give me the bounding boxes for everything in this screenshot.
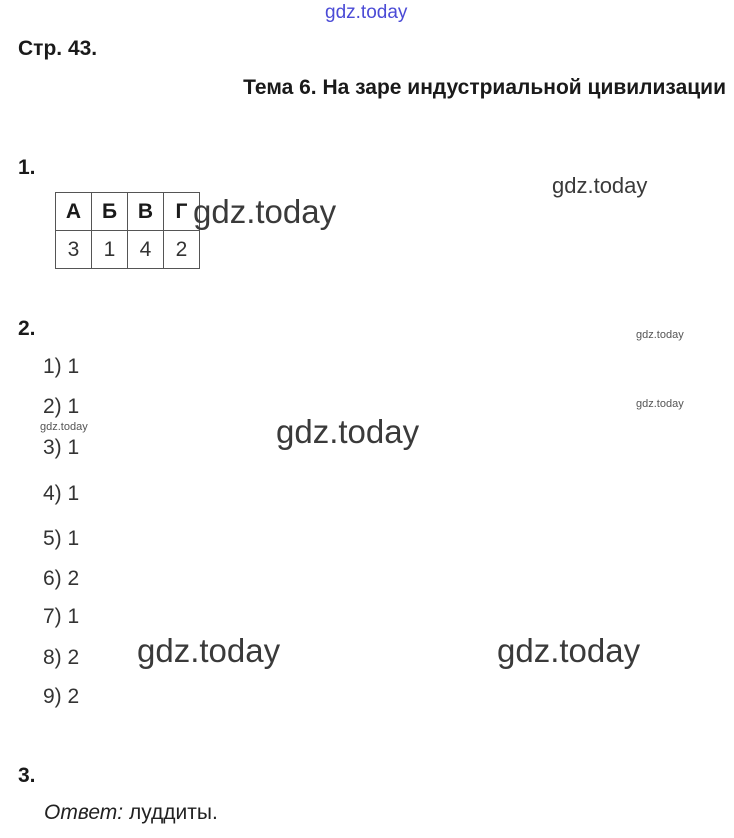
watermark: gdz.today <box>137 632 281 669</box>
task-1-number: 1. <box>18 156 36 179</box>
table-header-cell: Г <box>164 193 200 231</box>
watermark: gdz.today <box>193 193 337 230</box>
watermark: gdz.today <box>636 398 684 410</box>
table-header-row <box>56 193 200 231</box>
watermark: gdz.today <box>552 173 648 198</box>
table-header-cell: В <box>128 193 164 231</box>
answer-item: 3) 1 <box>43 436 80 459</box>
answer-item: 1) 1 <box>43 355 80 378</box>
table-header-cell: А <box>56 193 92 231</box>
task-2-number: 2. <box>18 317 36 340</box>
answer-item: 8) 2 <box>43 646 80 669</box>
final-answer <box>44 801 218 825</box>
answer-item: 6) 2 <box>43 567 80 590</box>
watermark: gdz.today <box>40 421 88 433</box>
answer-text: луддиты. <box>123 801 218 824</box>
table-header-cell: Б <box>92 193 128 231</box>
table-cell: 4 <box>128 231 164 269</box>
table-cell: 3 <box>56 231 92 269</box>
answer-item: 4) 1 <box>43 482 80 505</box>
watermark: gdz.today <box>276 413 420 450</box>
watermark: gdz.today <box>636 329 684 341</box>
table-cell: 2 <box>164 231 200 269</box>
topic-title: Тема 6. На заре индустриальной цивилизации <box>243 76 726 99</box>
table-row <box>56 231 200 269</box>
answer-item: 5) 1 <box>43 527 80 550</box>
watermark: gdz.today <box>325 2 408 23</box>
task-1-answer-table <box>55 192 200 269</box>
answer-item: 9) 2 <box>43 685 80 708</box>
table-cell: 1 <box>92 231 128 269</box>
watermark: gdz.today <box>497 632 641 669</box>
answer-item: 7) 1 <box>43 605 80 628</box>
task-3-number: 3. <box>18 764 36 787</box>
answer-item: 2) 1 <box>43 395 80 418</box>
page-label: Стр. 43. <box>18 37 98 60</box>
answer-label: Ответ: <box>44 801 124 824</box>
